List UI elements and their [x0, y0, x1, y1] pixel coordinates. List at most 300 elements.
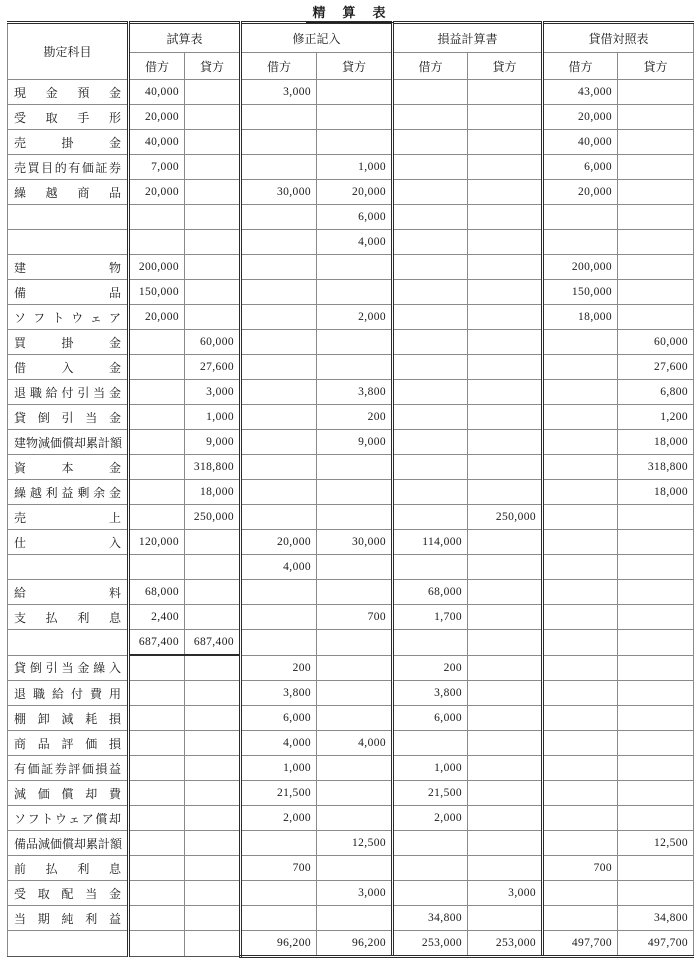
amount-cell: [618, 305, 694, 330]
amount-cell: [468, 731, 543, 756]
amount-cell: [317, 580, 393, 605]
amount-cell: [129, 706, 185, 731]
amount-cell: [468, 831, 543, 856]
table-row: [8, 180, 694, 205]
amount-cell: [618, 505, 694, 530]
amount-cell: [543, 355, 618, 380]
amount-cell: [185, 931, 241, 957]
amount-cell: 700: [543, 856, 618, 881]
amount-cell: [543, 731, 618, 756]
amount-cell: [543, 706, 618, 731]
amount-cell: 60,000: [618, 330, 694, 355]
amount-cell: [317, 105, 393, 130]
table-row: [8, 155, 694, 180]
account-cell: 備品減価償却累計額: [8, 831, 129, 856]
amount-cell: 3,000: [185, 380, 241, 405]
amount-cell: [393, 155, 468, 180]
account-cell: 減価償却費: [8, 781, 129, 806]
table-row: [8, 706, 694, 731]
amount-cell: 4,000: [241, 731, 317, 756]
amount-cell: [393, 355, 468, 380]
amount-cell: 27,600: [185, 355, 241, 380]
amount-cell: 6,000: [393, 706, 468, 731]
account-cell: 貸倒引当金繰入: [8, 655, 129, 681]
amount-cell: [468, 781, 543, 806]
title-wrap: [0, 0, 700, 21]
amount-cell: [468, 155, 543, 180]
amount-cell: 34,800: [618, 906, 694, 931]
amount-cell: [468, 205, 543, 230]
amount-cell: [241, 305, 317, 330]
amount-cell: 18,000: [185, 480, 241, 505]
table-row: [8, 931, 694, 957]
account-cell: 貸倒引当金: [8, 405, 129, 430]
amount-cell: 20,000: [543, 105, 618, 130]
amount-cell: 12,500: [317, 831, 393, 856]
table-row: [8, 330, 694, 355]
table-row: [8, 505, 694, 530]
table-row: [8, 856, 694, 881]
amount-cell: [468, 80, 543, 105]
amount-cell: [317, 906, 393, 931]
amount-cell: [241, 380, 317, 405]
amount-cell: [185, 155, 241, 180]
amount-cell: [241, 255, 317, 280]
amount-cell: 6,000: [543, 155, 618, 180]
amount-cell: 200: [317, 405, 393, 430]
amount-cell: 6,000: [317, 205, 393, 230]
amount-cell: 1,000: [393, 756, 468, 781]
amount-cell: 114,000: [393, 530, 468, 555]
table-row: [8, 630, 694, 656]
amount-cell: [317, 330, 393, 355]
table-row: [8, 881, 694, 906]
table-row: [8, 205, 694, 230]
amount-cell: [185, 105, 241, 130]
amount-cell: 2,000: [317, 305, 393, 330]
amount-cell: [543, 205, 618, 230]
table-row: [8, 806, 694, 831]
account-cell: 前払利息: [8, 856, 129, 881]
header-group-row: [8, 23, 694, 53]
amount-cell: [618, 130, 694, 155]
amount-cell: [468, 906, 543, 931]
amount-cell: 200: [393, 655, 468, 681]
table-row: [8, 355, 694, 380]
amount-cell: [129, 230, 185, 255]
amount-cell: 68,000: [393, 580, 468, 605]
amount-cell: [129, 655, 185, 681]
amount-cell: [393, 280, 468, 305]
amount-cell: [543, 380, 618, 405]
amount-cell: 9,000: [317, 430, 393, 455]
col-header-bs-credit: 貸方: [618, 53, 694, 80]
table-row: [8, 230, 694, 255]
amount-cell: [543, 505, 618, 530]
amount-cell: [618, 756, 694, 781]
amount-cell: [317, 655, 393, 681]
amount-cell: [129, 405, 185, 430]
amount-cell: 3,000: [241, 80, 317, 105]
amount-cell: [185, 806, 241, 831]
amount-cell: [393, 480, 468, 505]
amount-cell: 497,700: [543, 931, 618, 957]
amount-cell: [468, 405, 543, 430]
amount-cell: 12,500: [618, 831, 694, 856]
amount-cell: [543, 881, 618, 906]
amount-cell: [393, 881, 468, 906]
table-row: [8, 831, 694, 856]
amount-cell: [468, 681, 543, 706]
amount-cell: [241, 831, 317, 856]
amount-cell: [185, 130, 241, 155]
amount-cell: 2,000: [241, 806, 317, 831]
account-cell: 棚卸減耗損: [8, 706, 129, 731]
amount-cell: 30,000: [317, 530, 393, 555]
amount-cell: [393, 255, 468, 280]
amount-cell: [543, 455, 618, 480]
table-row: [8, 555, 694, 580]
amount-cell: [129, 505, 185, 530]
amount-cell: [129, 480, 185, 505]
amount-cell: [129, 881, 185, 906]
account-cell: [8, 205, 129, 230]
amount-cell: [241, 605, 317, 630]
amount-cell: [185, 255, 241, 280]
amount-cell: [543, 605, 618, 630]
table-row: [8, 130, 694, 155]
amount-cell: [185, 280, 241, 305]
amount-cell: [393, 380, 468, 405]
amount-cell: [468, 105, 543, 130]
amount-cell: [185, 781, 241, 806]
amount-cell: [185, 580, 241, 605]
amount-cell: [185, 881, 241, 906]
col-header-adj-debit: 借方: [241, 53, 317, 80]
amount-cell: [468, 706, 543, 731]
amount-cell: 200: [241, 655, 317, 681]
amount-cell: [393, 205, 468, 230]
amount-cell: 20,000: [129, 105, 185, 130]
amount-cell: 2,000: [393, 806, 468, 831]
amount-cell: [543, 405, 618, 430]
amount-cell: 1,700: [393, 605, 468, 630]
amount-cell: 700: [317, 605, 393, 630]
amount-cell: 250,000: [468, 505, 543, 530]
amount-cell: 4,000: [241, 555, 317, 580]
amount-cell: [543, 906, 618, 931]
amount-cell: [129, 355, 185, 380]
amount-cell: [393, 305, 468, 330]
account-cell: 受取配当金: [8, 881, 129, 906]
col-header-income-statement: 損益計算書: [393, 23, 543, 53]
amount-cell: [185, 756, 241, 781]
account-cell: 受取手形: [8, 105, 129, 130]
amount-cell: [468, 480, 543, 505]
amount-cell: 3,800: [317, 380, 393, 405]
amount-cell: 1,000: [317, 155, 393, 180]
amount-cell: [618, 255, 694, 280]
amount-cell: [618, 681, 694, 706]
amount-cell: [185, 555, 241, 580]
account-cell: 買掛金: [8, 330, 129, 355]
amount-cell: [393, 105, 468, 130]
amount-cell: [393, 130, 468, 155]
amount-cell: [618, 530, 694, 555]
amount-cell: [618, 580, 694, 605]
amount-cell: [129, 380, 185, 405]
amount-cell: [317, 80, 393, 105]
amount-cell: [185, 230, 241, 255]
amount-cell: [129, 856, 185, 881]
amount-cell: [468, 630, 543, 656]
table-row: [8, 280, 694, 305]
amount-cell: 18,000: [618, 430, 694, 455]
col-header-adjustments: 修正記入: [241, 23, 393, 53]
amount-cell: [185, 831, 241, 856]
amount-cell: [543, 530, 618, 555]
amount-cell: [317, 355, 393, 380]
amount-cell: [185, 205, 241, 230]
amount-cell: [393, 80, 468, 105]
account-cell: 建物: [8, 255, 129, 280]
amount-cell: [468, 605, 543, 630]
amount-cell: [393, 230, 468, 255]
amount-cell: [185, 655, 241, 681]
page-title: 精 算 表: [306, 2, 393, 23]
amount-cell: [468, 555, 543, 580]
amount-cell: [393, 505, 468, 530]
amount-cell: [317, 756, 393, 781]
account-cell: 有価証券評価損益: [8, 756, 129, 781]
account-cell: ソフトウェア: [8, 305, 129, 330]
account-cell: 売掛金: [8, 130, 129, 155]
amount-cell: [393, 430, 468, 455]
account-cell: 売上: [8, 505, 129, 530]
table-row: [8, 756, 694, 781]
account-cell: 支払利息: [8, 605, 129, 630]
account-cell: [8, 555, 129, 580]
amount-cell: [317, 480, 393, 505]
amount-cell: [618, 856, 694, 881]
amount-cell: [468, 856, 543, 881]
amount-cell: 1,200: [618, 405, 694, 430]
account-cell: 借入金: [8, 355, 129, 380]
amount-cell: 687,400: [129, 630, 185, 656]
amount-cell: 43,000: [543, 80, 618, 105]
amount-cell: 40,000: [543, 130, 618, 155]
table-row: [8, 580, 694, 605]
amount-cell: [241, 280, 317, 305]
amount-cell: [468, 330, 543, 355]
amount-cell: [129, 430, 185, 455]
amount-cell: [543, 430, 618, 455]
amount-cell: [241, 205, 317, 230]
amount-cell: 2,400: [129, 605, 185, 630]
amount-cell: [317, 130, 393, 155]
amount-cell: [468, 380, 543, 405]
amount-cell: 318,800: [618, 455, 694, 480]
amount-cell: [543, 681, 618, 706]
account-cell: 資本金: [8, 455, 129, 480]
amount-cell: [317, 555, 393, 580]
amount-cell: [618, 655, 694, 681]
amount-cell: [393, 555, 468, 580]
amount-cell: 318,800: [185, 455, 241, 480]
amount-cell: [618, 605, 694, 630]
amount-cell: [129, 831, 185, 856]
amount-cell: 200,000: [543, 255, 618, 280]
amount-cell: 96,200: [317, 931, 393, 957]
table-row: [8, 681, 694, 706]
amount-cell: [468, 530, 543, 555]
amount-cell: 4,000: [317, 731, 393, 756]
table-row: [8, 255, 694, 280]
table-row: [8, 105, 694, 130]
amount-cell: 497,700: [618, 931, 694, 957]
amount-cell: [317, 806, 393, 831]
amount-cell: [393, 630, 468, 656]
amount-cell: [185, 80, 241, 105]
table-row: [8, 80, 694, 105]
account-cell: 仕入: [8, 530, 129, 555]
amount-cell: [317, 280, 393, 305]
amount-cell: [129, 731, 185, 756]
amount-cell: 1,000: [241, 756, 317, 781]
amount-cell: 7,000: [129, 155, 185, 180]
amount-cell: [317, 681, 393, 706]
amount-cell: 253,000: [393, 931, 468, 957]
amount-cell: [618, 706, 694, 731]
amount-cell: [241, 881, 317, 906]
amount-cell: [185, 305, 241, 330]
amount-cell: [393, 455, 468, 480]
amount-cell: [241, 505, 317, 530]
amount-cell: [241, 455, 317, 480]
amount-cell: [185, 706, 241, 731]
account-cell: 当期純利益: [8, 906, 129, 931]
table-row: [8, 405, 694, 430]
amount-cell: 20,000: [241, 530, 317, 555]
amount-cell: [618, 881, 694, 906]
amount-cell: [468, 130, 543, 155]
amount-cell: 18,000: [543, 305, 618, 330]
amount-cell: 1,000: [185, 405, 241, 430]
amount-cell: [129, 806, 185, 831]
amount-cell: [393, 405, 468, 430]
amount-cell: 150,000: [543, 280, 618, 305]
amount-cell: 18,000: [618, 480, 694, 505]
col-header-balance-sheet: 貸借対照表: [543, 23, 694, 53]
amount-cell: [241, 430, 317, 455]
amount-cell: [241, 630, 317, 656]
amount-cell: [618, 630, 694, 656]
amount-cell: [468, 305, 543, 330]
amount-cell: [241, 105, 317, 130]
amount-cell: [543, 630, 618, 656]
col-header-bs-debit: 借方: [543, 53, 618, 80]
account-cell: 売買目的有価証券: [8, 155, 129, 180]
amount-cell: [241, 405, 317, 430]
amount-cell: [241, 330, 317, 355]
amount-cell: [543, 480, 618, 505]
amount-cell: [185, 180, 241, 205]
amount-cell: 6,000: [241, 706, 317, 731]
account-cell: 備品: [8, 280, 129, 305]
table-row: [8, 455, 694, 480]
table-row: [8, 655, 694, 681]
amount-cell: [129, 455, 185, 480]
amount-cell: [468, 756, 543, 781]
amount-cell: [129, 681, 185, 706]
account-cell: 給料: [8, 580, 129, 605]
amount-cell: 250,000: [185, 505, 241, 530]
amount-cell: [393, 856, 468, 881]
amount-cell: 34,800: [393, 906, 468, 931]
amount-cell: [468, 580, 543, 605]
amount-cell: 253,000: [468, 931, 543, 957]
account-cell: ソフトウェア償却: [8, 806, 129, 831]
amount-cell: [468, 255, 543, 280]
amount-cell: [317, 255, 393, 280]
amount-cell: [543, 831, 618, 856]
amount-cell: 40,000: [129, 130, 185, 155]
amount-cell: 200,000: [129, 255, 185, 280]
amount-cell: [468, 180, 543, 205]
col-header-account: 勘定科目: [8, 23, 129, 80]
account-cell: 繰越商品: [8, 180, 129, 205]
account-cell: 繰越利益剰余金: [8, 480, 129, 505]
worksheet-body: [8, 80, 694, 957]
amount-cell: 3,000: [468, 881, 543, 906]
amount-cell: [618, 180, 694, 205]
amount-cell: 68,000: [129, 580, 185, 605]
table-row: [8, 480, 694, 505]
col-header-adj-credit: 貸方: [317, 53, 393, 80]
amount-cell: [468, 655, 543, 681]
amount-cell: [618, 105, 694, 130]
amount-cell: [393, 831, 468, 856]
amount-cell: [317, 630, 393, 656]
amount-cell: [185, 731, 241, 756]
amount-cell: [241, 155, 317, 180]
amount-cell: [185, 681, 241, 706]
amount-cell: [317, 455, 393, 480]
table-row: [8, 731, 694, 756]
table-row: [8, 305, 694, 330]
account-cell: 商品評価損: [8, 731, 129, 756]
amount-cell: [129, 781, 185, 806]
account-cell: [8, 230, 129, 255]
table-row: [8, 530, 694, 555]
table-row: [8, 781, 694, 806]
amount-cell: 20,000: [129, 180, 185, 205]
account-cell: [8, 931, 129, 957]
amount-cell: [129, 931, 185, 957]
amount-cell: [393, 180, 468, 205]
amount-cell: 687,400: [185, 630, 241, 656]
amount-cell: 6,800: [618, 380, 694, 405]
amount-cell: [543, 806, 618, 831]
account-cell: 退職給付引当金: [8, 380, 129, 405]
amount-cell: 3,800: [393, 681, 468, 706]
amount-cell: [543, 555, 618, 580]
table-row: [8, 430, 694, 455]
amount-cell: 27,600: [618, 355, 694, 380]
amount-cell: 150,000: [129, 280, 185, 305]
amount-cell: [468, 430, 543, 455]
table-header: [8, 23, 694, 80]
